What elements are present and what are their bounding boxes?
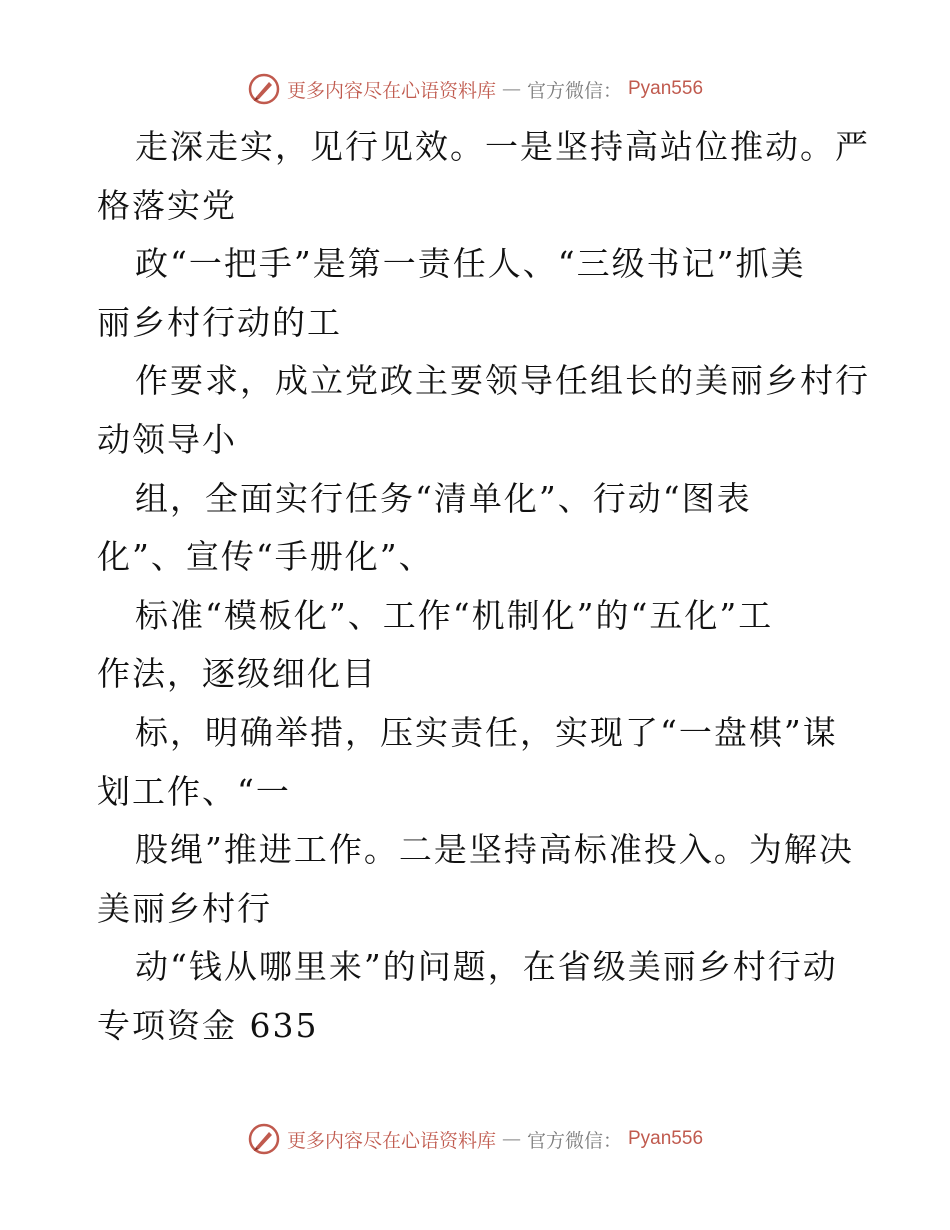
body-line: 组，全面实行任务“清单化”、行动“图表 (135, 478, 752, 518)
body-line: 划工作、“一 (97, 771, 291, 811)
document-body (97, 118, 870, 1056)
body-line: 化”、宣传“手册化”、 (97, 537, 434, 577)
body-line: 标准“模板化”、工作“机制化”的“五化”工 (135, 595, 774, 635)
watermark-separator: — (501, 78, 521, 100)
body-line: 动“钱从哪里来”的问题，在省级美丽乡村行动 (135, 947, 838, 987)
body-line: 标，明确举措，压实责任，实现了“一盘棋”谋 (135, 712, 838, 752)
header-watermark (0, 72, 950, 106)
body-line: 股绳”推进工作。二是坚持高标准投入。为解决 (135, 830, 854, 870)
body-line: 走深走实，见行见效。一是坚持高站位推动。严 (135, 127, 870, 166)
body-line: 丽乡村行动的工 (97, 302, 342, 342)
body-line: 美丽乡村行 (97, 888, 272, 928)
body-line: 专项资金 635 (97, 1005, 319, 1045)
pen-logo-icon (247, 72, 281, 106)
watermark-label: 官方微信： (526, 79, 622, 102)
watermark-id: Pyan556 (628, 78, 704, 99)
watermark-text: 更多内容尽在心语资料库 (286, 79, 496, 102)
watermark-text: 更多内容尽在心语资料库 (286, 1129, 496, 1152)
watermark-id: Pyan556 (628, 1128, 704, 1149)
watermark-label: 官方微信： (526, 1129, 622, 1152)
body-line: 作法，逐级细化目 (97, 654, 377, 694)
pen-logo-icon (247, 1122, 281, 1156)
body-line: 政“一把手”是第一责任人、“三级书记”抓美 (135, 244, 806, 284)
footer-watermark (0, 1122, 950, 1156)
body-line: 动领导小 (97, 419, 237, 459)
body-line: 格落实党 (97, 185, 237, 225)
watermark-separator: — (501, 1128, 521, 1150)
body-line: 作要求，成立党政主要领导任组长的美丽乡村行 (135, 361, 870, 401)
